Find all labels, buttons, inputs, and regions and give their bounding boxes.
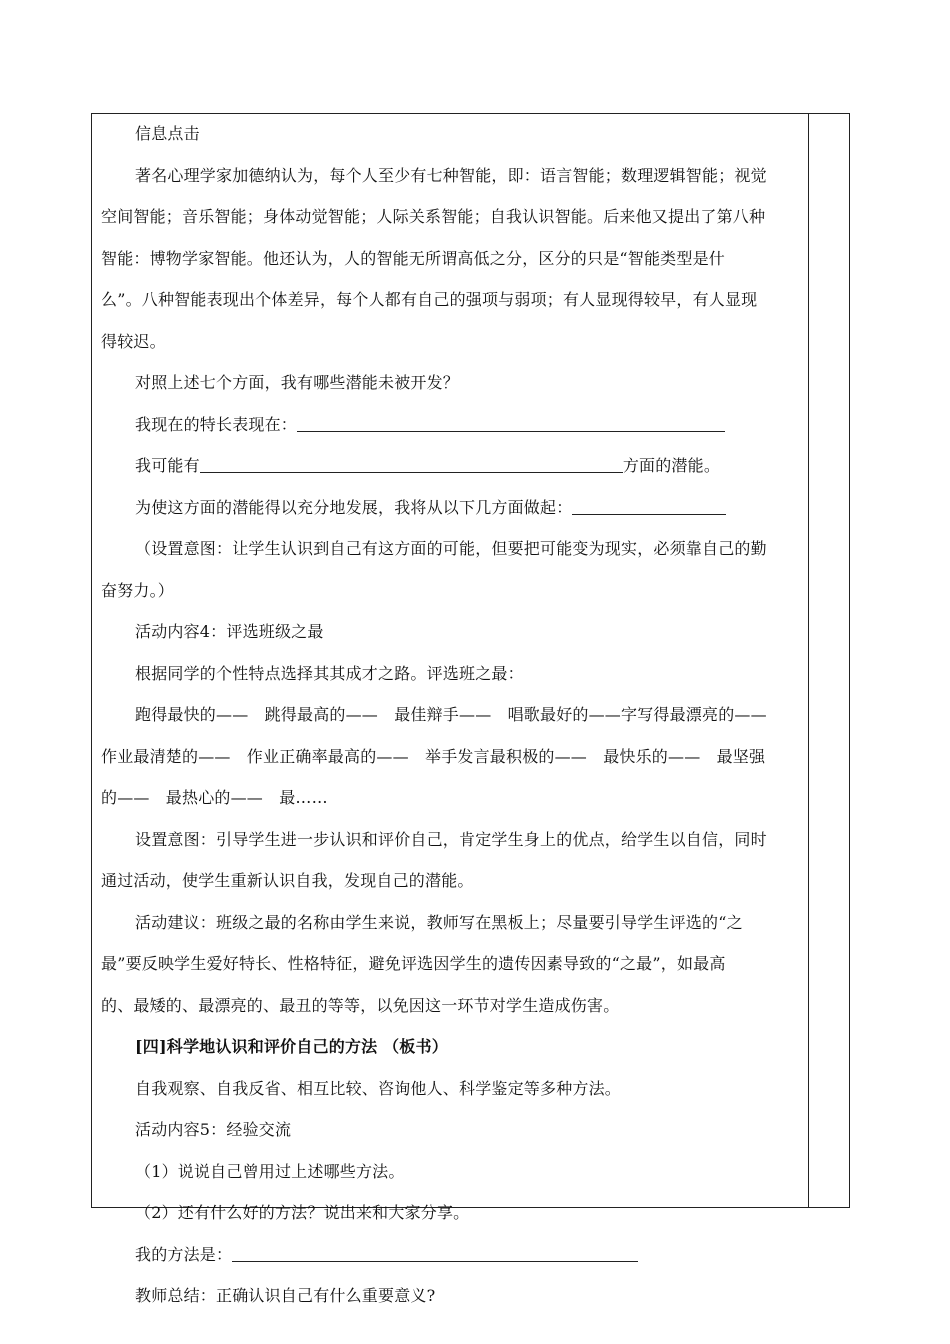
award-list-line: 作业最清楚的—— 作业正确率最高的—— 举手发言最积极的—— 最快乐的—— 最坚强 bbox=[101, 746, 766, 766]
design-intent-line: 设置意图：引导学生进一步认识和评价自己，肯定学生身上的优点，给学生以自信，同时 bbox=[135, 829, 767, 849]
paragraph-line: 自我观察、自我反省、相互比较、咨询他人、科学鉴定等多种方法。 bbox=[135, 1078, 622, 1098]
award-list-line: 跑得最快的—— 跳得最高的—— 最佳辩手—— 唱歌最好的——字写得最漂亮的—— bbox=[135, 705, 767, 724]
activity-suggestion-line: 的、最矮的、最漂亮的、最丑的等等，以免因这一环节对学生造成伤害。 bbox=[101, 995, 620, 1015]
fill-label-suffix: 方面的潜能。 bbox=[622, 456, 721, 475]
fill-line-strength bbox=[101, 404, 803, 446]
activity-suggestion-line: 最”要反映学生爱好特长、性格特征，避免评选因学生的遗传因素导致的“之最”，如最高 bbox=[101, 954, 726, 973]
activity-heading: 活动内容4：评选班级之最 bbox=[135, 622, 324, 641]
question-line: 对照上述七个方面，我有哪些潜能未被开发？ bbox=[135, 373, 460, 392]
design-intent-line: 奋努力。） bbox=[101, 580, 175, 600]
section-heading-info: 信息点击 bbox=[135, 124, 200, 143]
paragraph-line: 根据同学的个性特点选择其其成才之路。评选班之最： bbox=[135, 663, 524, 683]
right-column-divider bbox=[808, 113, 809, 1208]
award-list-line: 的—— 最热心的—— 最…… bbox=[101, 788, 328, 807]
section-heading-methods: [四]科学地认识和评价自己的方法 （板书） bbox=[135, 1037, 448, 1056]
paragraph-line: 智能：博物学家智能。他还认为，人的智能无所谓高低之分，区分的只是“智能类型是什 bbox=[101, 248, 725, 268]
paragraph-line: 空间智能；音乐智能；身体动觉智能；人际关系智能；自我认识智能。后来他又提出了第八种 bbox=[101, 207, 766, 226]
teacher-summary-line: 教师总结：正确认识自己有什么重要意义? bbox=[135, 1286, 436, 1305]
design-intent-line: 通过活动，使学生重新认识自我，发现自己的潜能。 bbox=[101, 871, 474, 890]
paragraph-line: 著名心理学家加德纳认为，每个人至少有七种智能，即：语言智能；数理逻辑智能；视觉 bbox=[135, 165, 767, 185]
answer-blank[interactable] bbox=[232, 1239, 638, 1262]
fill-line-method bbox=[101, 1234, 803, 1276]
activity-suggestion-line: 活动建议：班级之最的名称由学生来说，教师写在黑板上；尽量要引导学生评选的“之 bbox=[135, 912, 743, 932]
fill-label: 我现在的特长表现在： bbox=[135, 414, 298, 434]
answer-blank[interactable] bbox=[572, 492, 726, 515]
fill-label: 为使这方面的潜能得以充分地发展，我将从以下几方面做起： bbox=[135, 497, 573, 517]
design-intent-line: （设置意图：让学生认识到自己有这方面的可能，但要把可能变为现实，必须靠自己的勤 bbox=[135, 539, 767, 558]
list-item: （2）还有什么好的方法？说出来和大家分享。 bbox=[135, 1203, 470, 1222]
paragraph-line: 么”。八种智能表现出个体差异，每个人都有自己的强项与弱项；有人显现得较早，有人显现 bbox=[101, 290, 758, 309]
activity-heading: 活动内容5：经验交流 bbox=[135, 1120, 292, 1139]
answer-blank[interactable] bbox=[200, 450, 623, 473]
fill-label: 我的方法是： bbox=[135, 1244, 233, 1264]
answer-blank[interactable] bbox=[297, 409, 725, 432]
fill-line-plan bbox=[101, 487, 803, 529]
list-item: （1）说说自己曾用过上述哪些方法。 bbox=[135, 1161, 405, 1181]
cell-content bbox=[101, 113, 803, 1317]
paragraph-line: 得较迟。 bbox=[101, 331, 166, 351]
fill-label: 我可能有 bbox=[135, 456, 200, 475]
fill-line-potential bbox=[101, 445, 803, 487]
